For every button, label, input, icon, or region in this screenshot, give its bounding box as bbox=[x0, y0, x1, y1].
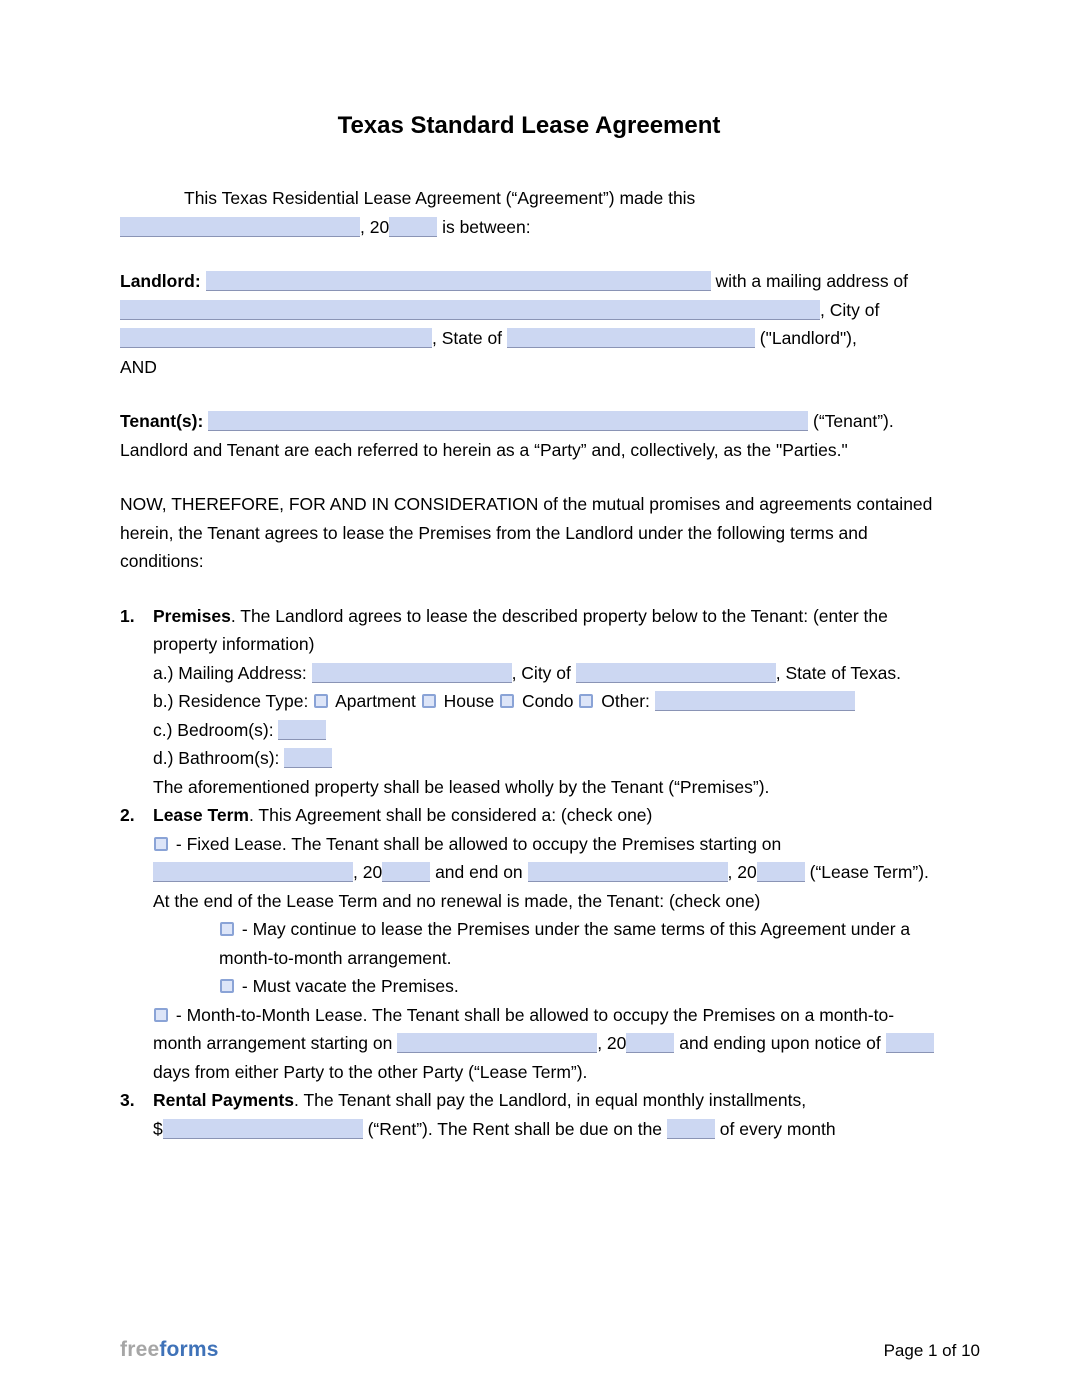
other-label: Other: bbox=[601, 691, 650, 711]
dollar-sign: $ bbox=[153, 1118, 163, 1139]
intro-paragraph bbox=[120, 184, 938, 241]
bathrooms-line bbox=[153, 744, 938, 773]
item-number-2: 2. bbox=[120, 805, 135, 825]
continue-lease-text: - May continue to lease the Premises under the same terms of this Agreement under a month-to-month arrangement. bbox=[219, 919, 911, 968]
landlord-state-blank[interactable] bbox=[507, 328, 755, 348]
rental-payments-paragraph bbox=[153, 1086, 938, 1143]
page-footer bbox=[120, 1338, 980, 1362]
intro-text-3: is between: bbox=[442, 216, 531, 237]
bathrooms-label: d.) Bathroom(s): bbox=[153, 748, 280, 768]
fixed-start-date-blank[interactable] bbox=[153, 862, 353, 882]
month-to-month-text-1: - Month-to-Month Lease. The Tenant shall be allowed to occupy the Premises on a month-to-month arrangement starting on bbox=[153, 1004, 895, 1053]
mailing-address-text-2: , State of bbox=[775, 662, 846, 683]
rental-payments-text-3: of every month bbox=[719, 1118, 836, 1139]
rent-amount-blank[interactable] bbox=[163, 1119, 363, 1139]
property-city-blank[interactable] bbox=[576, 663, 776, 683]
house-checkbox[interactable] bbox=[422, 694, 436, 708]
residence-type-line bbox=[153, 687, 938, 716]
landlord-text-3: , State of bbox=[432, 328, 503, 348]
bathrooms-blank[interactable] bbox=[284, 748, 332, 768]
tenant-names-blank[interactable] bbox=[208, 411, 808, 431]
item-rental-payments-body bbox=[153, 1086, 938, 1143]
lease-term-intro bbox=[153, 801, 938, 830]
rental-payments-text-2: (“Rent”). The Rent shall be due on the bbox=[367, 1118, 663, 1139]
fixed-lease-text-3: and end on bbox=[435, 862, 523, 882]
must-vacate-checkbox[interactable] bbox=[220, 979, 234, 993]
condo-label: Condo bbox=[521, 691, 574, 711]
consideration-paragraph: NOW, THEREFORE, FOR AND IN CONSIDERATION of the mutual promises and agreements contained herein, the Tenant agrees to lease the Premises from the Landlord under the following terms and conditions: bbox=[120, 494, 933, 571]
house-label: House bbox=[443, 691, 495, 711]
continue-month-to-month-checkbox[interactable] bbox=[220, 922, 234, 936]
fixed-lease-text-4: , 20 bbox=[727, 862, 757, 882]
tenant-text-2: Landlord and Tenant are each referred to herein as a “Party” and, collectively, as the "Parties." bbox=[120, 439, 848, 460]
premises-intro bbox=[153, 602, 938, 659]
fixed-end-date-blank[interactable] bbox=[528, 862, 728, 882]
landlord-paragraph bbox=[120, 267, 938, 381]
continue-lease-option bbox=[219, 915, 938, 972]
document-title: Texas Standard Lease Agreement bbox=[337, 112, 721, 139]
apartment-checkbox[interactable] bbox=[314, 694, 328, 708]
intro-text-1: This Texas Residential Lease Agreement (“Agreement”) made this bbox=[184, 188, 696, 208]
bedrooms-blank[interactable] bbox=[278, 720, 326, 740]
terms-list bbox=[120, 602, 938, 1144]
tenant-label: Tenant(s): bbox=[120, 411, 204, 431]
landlord-text-2: , City of bbox=[820, 299, 880, 320]
page-number: Page 1 of 10 bbox=[883, 1341, 980, 1360]
tenant-text-1: (“Tenant”). bbox=[813, 411, 894, 431]
m2m-start-year-blank[interactable] bbox=[626, 1033, 674, 1053]
must-vacate-option bbox=[219, 972, 938, 1001]
landlord-city-blank[interactable] bbox=[120, 328, 432, 348]
month-to-month-text-4: days from either Party to the other Party (“Lease Term”). bbox=[153, 1061, 588, 1082]
premises-heading: Premises bbox=[153, 605, 231, 626]
rental-payments-heading: Rental Payments bbox=[153, 1090, 295, 1110]
mailing-address-text-1: , City of bbox=[511, 662, 571, 683]
item-number-1: 1. bbox=[120, 605, 135, 626]
residence-type-label: b.) Residence Type: bbox=[153, 691, 309, 711]
mailing-address-line bbox=[153, 659, 938, 688]
mailing-address-label: a.) Mailing Address: bbox=[153, 662, 307, 683]
landlord-text-4: ("Landlord"), bbox=[759, 328, 857, 348]
freeforms-logo bbox=[120, 1338, 219, 1362]
notice-days-blank[interactable] bbox=[886, 1033, 934, 1053]
item-premises bbox=[120, 602, 938, 802]
intro-text-2: , 20 bbox=[360, 216, 390, 237]
tenant-paragraph bbox=[120, 407, 938, 464]
fixed-lease-text-1: - Fixed Lease. The Tenant shall be allowed to occupy the Premises starting on bbox=[175, 833, 782, 854]
must-vacate-text: - Must vacate the Premises. bbox=[241, 976, 459, 996]
month-to-month-text-3: and ending upon notice of bbox=[679, 1033, 881, 1053]
item-premises-body bbox=[153, 602, 938, 802]
item-rental-payments bbox=[120, 1086, 938, 1143]
other-checkbox[interactable] bbox=[579, 694, 593, 708]
brand-free-text: free bbox=[120, 1338, 160, 1361]
landlord-street-blank[interactable] bbox=[120, 300, 820, 320]
item-lease-term bbox=[120, 801, 938, 1086]
premises-text-1: . The Landlord agrees to lease the described property below to the Tenant: (enter the property information) bbox=[153, 605, 888, 654]
rent-due-day-blank[interactable] bbox=[667, 1119, 715, 1139]
landlord-name-blank[interactable] bbox=[206, 271, 711, 291]
landlord-text-1: with a mailing address of bbox=[715, 271, 909, 291]
agreement-year-blank[interactable] bbox=[389, 217, 437, 237]
fixed-lease-text-5: (“Lease Term”). At the end of the Lease Term and no renewal is made, the Tenant: (check one) bbox=[153, 862, 929, 911]
month-to-month-checkbox[interactable] bbox=[154, 1008, 168, 1022]
m2m-start-date-blank[interactable] bbox=[397, 1033, 597, 1053]
bedrooms-line bbox=[153, 716, 938, 745]
other-residence-blank[interactable] bbox=[655, 691, 855, 711]
fixed-lease-option bbox=[153, 830, 938, 916]
premises-closing: The aforementioned property shall be leased wholly by the Tenant (“Premises”). bbox=[153, 776, 770, 797]
fixed-lease-checkbox[interactable] bbox=[154, 837, 168, 851]
month-to-month-text-2: , 20 bbox=[597, 1033, 627, 1053]
month-to-month-option bbox=[153, 1001, 938, 1087]
apartment-label: Apartment bbox=[335, 691, 416, 711]
fixed-end-year-blank[interactable] bbox=[757, 862, 805, 882]
bedrooms-label: c.) Bedroom(s): bbox=[153, 719, 274, 740]
rental-payments-text-1: . The Tenant shall pay the Landlord, in equal monthly installments, bbox=[294, 1090, 807, 1110]
mailing-address-text-3: Texas. bbox=[850, 662, 901, 683]
property-address-blank[interactable] bbox=[312, 663, 512, 683]
item-number-3: 3. bbox=[120, 1090, 135, 1110]
fixed-start-year-blank[interactable] bbox=[382, 862, 430, 882]
lease-term-heading: Lease Term bbox=[153, 805, 249, 825]
and-text: AND bbox=[120, 356, 157, 377]
item-lease-term-body bbox=[153, 801, 938, 1086]
fixed-lease-text-2: , 20 bbox=[353, 862, 383, 882]
lease-term-text-1: . This Agreement shall be considered a: (check one) bbox=[248, 805, 653, 825]
landlord-label: Landlord: bbox=[120, 271, 201, 291]
brand-forms-text: forms bbox=[159, 1338, 219, 1361]
condo-checkbox[interactable] bbox=[500, 694, 514, 708]
agreement-day-blank[interactable] bbox=[120, 217, 360, 237]
